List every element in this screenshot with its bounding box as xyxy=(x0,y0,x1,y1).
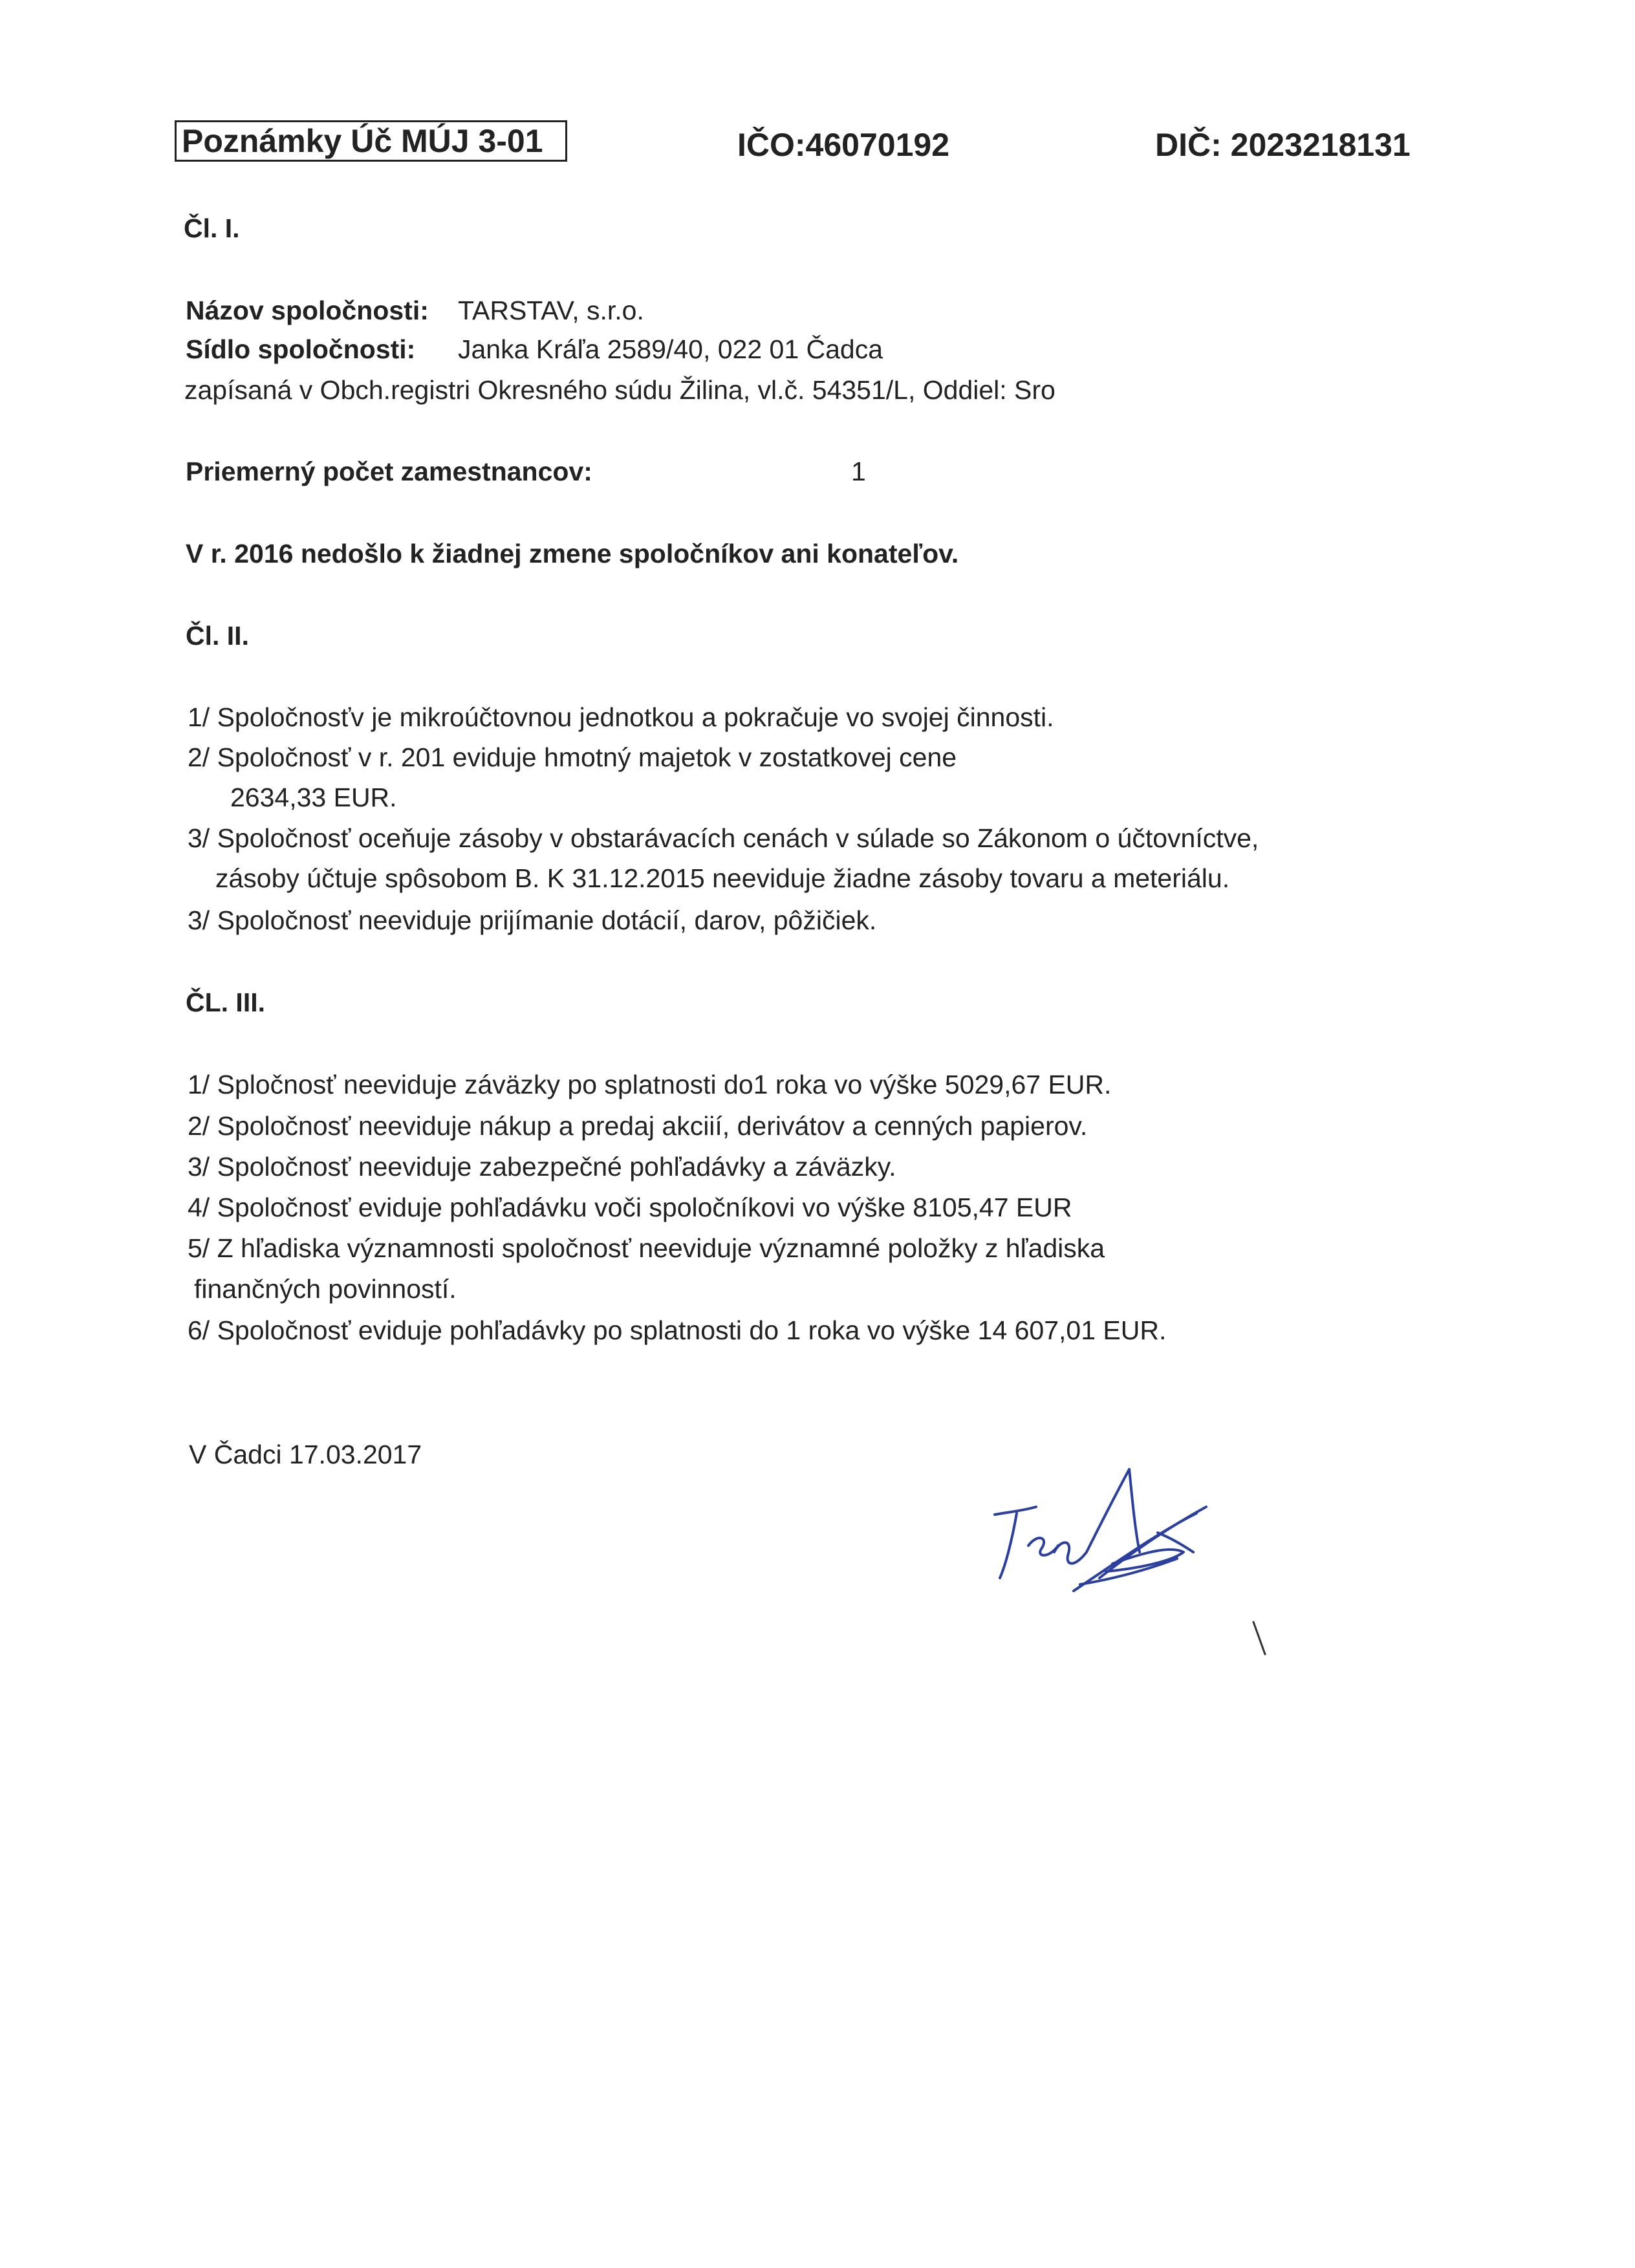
list-item: zásoby účtuje spôsobom B. K 31.12.2015 neeviduje žiadne zásoby tovaru a meteriálu. xyxy=(215,863,1230,893)
list-item: 2634,33 EUR. xyxy=(230,783,397,812)
company-name-value: TARSTAV, s.r.o. xyxy=(458,296,644,325)
list-item: 3/ Spoločnosť neeviduje zabezpečné pohľadávky a záväzky. xyxy=(188,1152,896,1182)
section-heading-2: Čl. II. xyxy=(186,621,249,651)
employees-label: Priemerný počet zamestnancov: xyxy=(186,457,592,486)
list-item: finančných povinností. xyxy=(194,1274,457,1304)
list-item: 2/ Spoločnosť neeviduje nákup a predaj akciií, derivátov a cenných papierov. xyxy=(188,1111,1088,1141)
list-item: 3/ Spoločnosť oceňuje zásoby v obstarávacích cenách v súlade so Zákonom o účtovníctve, xyxy=(188,823,1259,853)
list-item: 4/ Spoločnosť eviduje pohľadávku voči spoločníkovi vo výške 8105,47 EUR xyxy=(188,1193,1072,1222)
list-item: 1/ Spločnosť neeviduje záväzky po splatnosti do1 roka vo výške 5029,67 EUR. xyxy=(188,1070,1112,1099)
list-item: 5/ Z hľadiska významnosti spoločnosť neeviduje významné položky z hľadiska xyxy=(188,1233,1105,1263)
section-heading-1: Čl. I. xyxy=(184,213,240,243)
list-item: 1/ Spoločnosťv je mikroúčtovnou jednotkou a pokračuje vo svojej činnosti. xyxy=(188,702,1054,732)
ico-number: IČO:46070192 xyxy=(737,127,950,163)
employees-value: 1 xyxy=(851,457,866,486)
list-item: 3/ Spoločnosť neeviduje prijímanie dotácií, darov, pôžičiek. xyxy=(188,905,877,935)
signature-image xyxy=(977,1455,1287,1675)
section-heading-3: ČL. III. xyxy=(186,988,265,1017)
list-item: 2/ Spoločnosť v r. 201 eviduje hmotný majetok v zostatkovej cene xyxy=(188,742,957,772)
document-title: Poznámky Úč MÚJ 3-01 xyxy=(175,120,567,162)
seat-label: Sídlo spoločnosti: xyxy=(186,334,416,364)
company-name-label: Názov spoločnosti: xyxy=(186,296,429,325)
place-date: V Čadci 17.03.2017 xyxy=(189,1440,422,1469)
registry-text: zapísaná v Obch.registri Okresného súdu Žilina, vl.č. 54351/L, Oddiel: Sro xyxy=(184,375,1056,405)
no-change-statement: V r. 2016 nedošlo k žiadnej zmene spoločníkov ani konateľov. xyxy=(186,539,959,568)
dic-number: DIČ: 2023218131 xyxy=(1155,127,1411,163)
seat-value: Janka Kráľa 2589/40, 022 01 Čadca xyxy=(458,334,883,364)
list-item: 6/ Spoločnosť eviduje pohľadávky po splatnosti do 1 roka vo výške 14 607,01 EUR. xyxy=(188,1315,1167,1345)
